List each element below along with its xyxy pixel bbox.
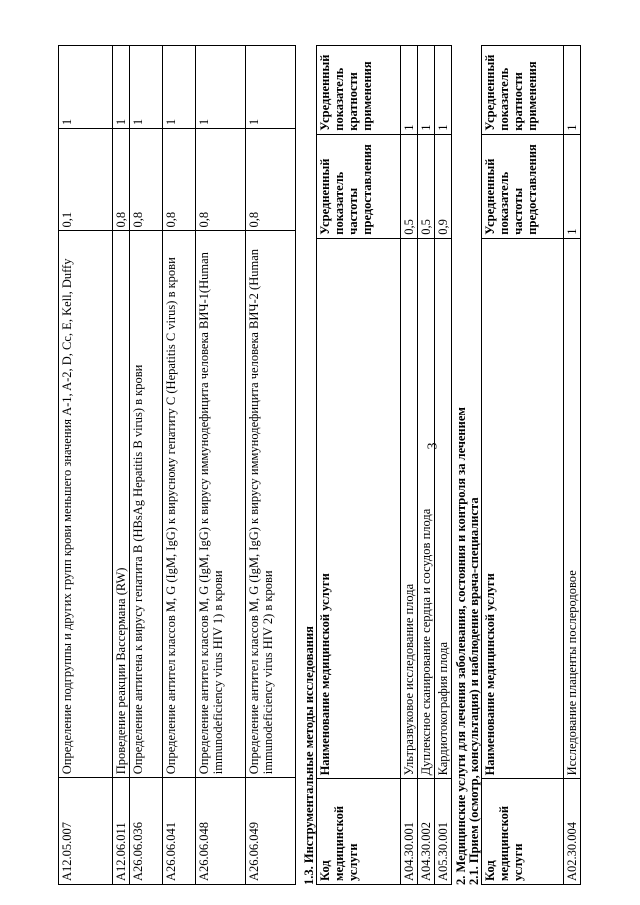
- header-name: Наименование медицинской услуги: [482, 238, 564, 779]
- service-name: Определение подгруппы и других групп крови меньшего значения A-1, A-2, D, Cc, E, Kell, Duffy: [59, 231, 113, 778]
- service-code: A05.30.001: [435, 779, 452, 885]
- page-number: 3: [425, 442, 441, 450]
- frequency-value: 0,8: [246, 129, 296, 231]
- header-frequency: Усредненный показатель частоты предоставления: [482, 134, 564, 238]
- table-row: [130, 46, 163, 885]
- service-name: Ультразвуковое исследование плода: [401, 238, 418, 779]
- frequency-value: 0,8: [113, 129, 130, 231]
- multiplicity-value: 1: [59, 46, 113, 129]
- service-code: A26.06.048: [196, 778, 246, 885]
- multiplicity-value: 1: [435, 46, 452, 135]
- table-row: [401, 46, 418, 885]
- multiplicity-value: 1: [418, 46, 435, 135]
- frequency-value: 0,8: [163, 129, 196, 231]
- frequency-value: 0,5: [418, 134, 435, 238]
- header-name: Наименование медицинской услуги: [317, 238, 401, 779]
- rotated-content: [58, 45, 578, 885]
- service-name: Проведение реакции Вассермана (RW): [113, 231, 130, 778]
- multiplicity-value: 1: [113, 46, 130, 129]
- service-name: Определение антител классов M, G (IgM, IgG) к вирусному гепатиту C (Hepatitis C virus) в крови: [163, 231, 196, 778]
- service-code: A12.05.007: [59, 778, 113, 885]
- multiplicity-value: 1: [564, 46, 581, 135]
- header-code: Код медицинской услуги: [482, 779, 564, 885]
- header-code: Код медицинской услуги: [317, 779, 401, 885]
- service-code: A26.06.041: [163, 778, 196, 885]
- multiplicity-value: 1: [196, 46, 246, 129]
- multiplicity-value: 1: [163, 46, 196, 129]
- frequency-value: 0,8: [130, 129, 163, 231]
- multiplicity-value: 1: [246, 46, 296, 129]
- header-row: [317, 46, 401, 885]
- service-name: Кардиотокография плода: [435, 238, 452, 779]
- header-row: [482, 46, 564, 885]
- service-code: A26.06.049: [246, 778, 296, 885]
- frequency-value: 0,9: [435, 134, 452, 238]
- table-row: [196, 46, 246, 885]
- service-name: Определение антител классов M, G (IgM, IgG) к вирусу иммунодефицита человека ВИЧ-2 (Human immunodeficiency virus HIV 2) в крови: [246, 231, 296, 778]
- multiplicity-value: 1: [130, 46, 163, 129]
- section-title-instrumental: 1.3. Инструментальные методы исследования: [302, 626, 316, 885]
- service-name: Определение антител классов M, G (IgM, IgG) к вирусу иммунодефицита человека ВИЧ-1(Human immunodeficiency virus HIV 1) в крови: [196, 231, 246, 778]
- table-row: [435, 46, 452, 885]
- instrumental-methods-table: [316, 45, 452, 885]
- frequency-value: 0,8: [196, 129, 246, 231]
- table-row: [113, 46, 130, 885]
- table-row: [564, 46, 581, 885]
- table-row: [163, 46, 196, 885]
- service-code: A26.06.036: [130, 778, 163, 885]
- frequency-value: 1: [564, 134, 581, 238]
- specialist-services-table: [481, 45, 581, 885]
- multiplicity-value: 1: [401, 46, 418, 135]
- frequency-value: 0,5: [401, 134, 418, 238]
- service-name: Исследование плаценты послеродовое: [564, 238, 581, 779]
- lab-tests-table: [58, 45, 296, 885]
- table-row: [59, 46, 113, 885]
- table-row: [246, 46, 296, 885]
- section-title-treatment: 2. Медицинские услуги для лечения заболевания, состояния и контроля за лечением: [454, 407, 468, 885]
- service-code: A02.30.004: [564, 779, 581, 885]
- frequency-value: 0,1: [59, 129, 113, 231]
- service-name: Определение антигена к вирусу гепатита B (HBsAg Hepatitis B virus) в крови: [130, 231, 163, 778]
- header-multiplicity: Усредненный показатель кратности применения: [482, 46, 564, 135]
- table-row: [418, 46, 435, 885]
- section-title-specialist: 2.1. Прием (осмотр, консультация) и наблюдение врача-специалиста: [467, 497, 481, 885]
- service-code: A04.30.001: [401, 779, 418, 885]
- service-code: A04.30.002: [418, 779, 435, 885]
- header-frequency: Усредненный показатель частоты предоставления: [317, 134, 401, 238]
- service-code: A12.06.011: [113, 778, 130, 885]
- service-name: Дуплексное сканирование сердца и сосудов плода: [418, 238, 435, 779]
- header-multiplicity: Усредненный показатель кратности применения: [317, 46, 401, 135]
